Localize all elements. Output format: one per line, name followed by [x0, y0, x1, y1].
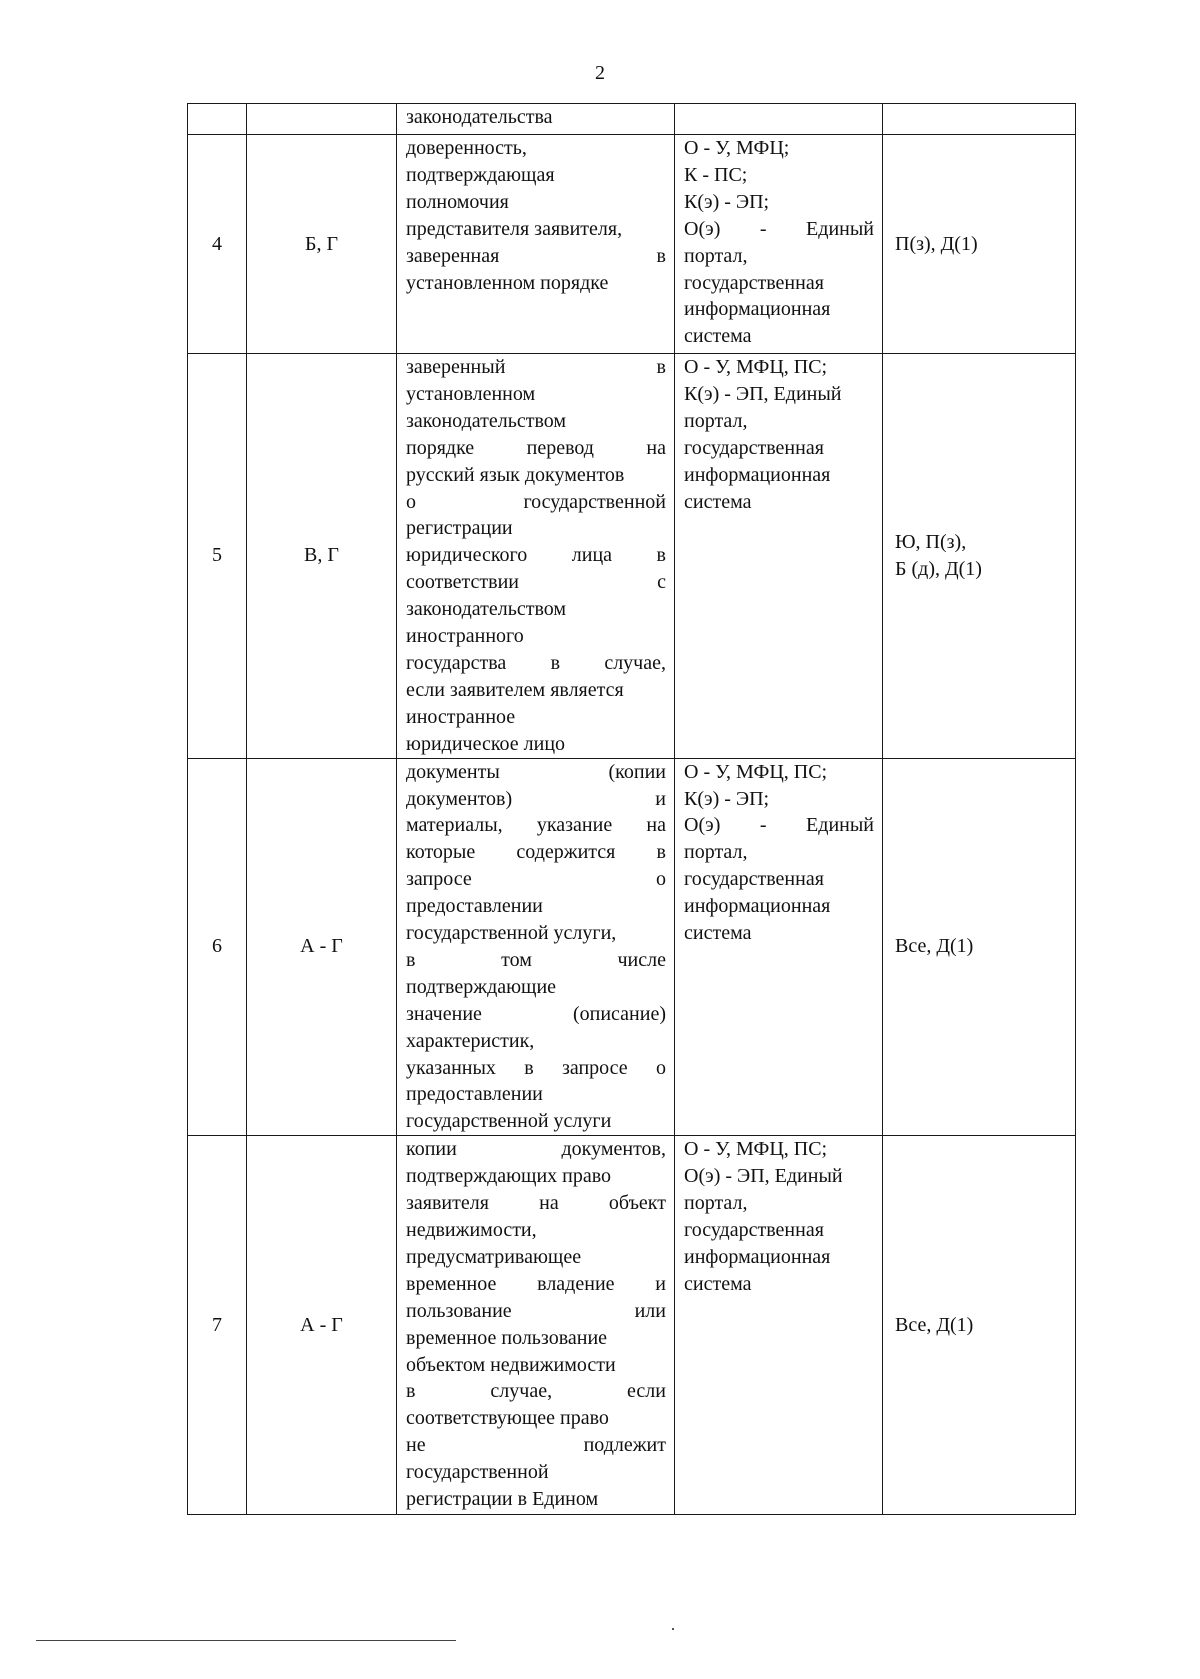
applicant-group-cell — [247, 104, 397, 135]
submission-method-line: государственная — [684, 436, 824, 459]
submission-method-cell — [675, 758, 883, 1136]
submission-method-line: портал, — [684, 409, 748, 432]
applicant-group-cell: Б, Г — [247, 135, 397, 354]
row-number-cell: 5 — [188, 354, 247, 759]
submission-method-line: К(э) - ЭП; — [684, 787, 770, 810]
submission-method-line: государственная — [684, 868, 824, 891]
submission-method-line: система — [684, 490, 752, 513]
document-text-line: государственной — [406, 1461, 549, 1484]
requirement-code-line: Ю, П(з), — [895, 530, 967, 553]
document-text-line: объектом недвижимости — [406, 1353, 616, 1376]
document-text-line: копии документов, — [406, 1138, 666, 1161]
document-text-line: недвижимости, — [406, 1219, 537, 1241]
submission-method-line: портал, — [684, 841, 748, 864]
document-text-line: значение (описание) — [406, 1002, 666, 1025]
submission-method-line: государственная — [684, 271, 824, 294]
table-row — [188, 104, 1076, 135]
row-number-cell — [188, 104, 247, 135]
submission-method-line: О(э) - Единый — [684, 814, 874, 837]
table-row — [188, 1136, 1076, 1515]
document-text-line: которые содержится в — [406, 841, 666, 864]
document-text-line: предусматривающее — [406, 1245, 582, 1268]
document-text-line: государственной услуги — [406, 1110, 612, 1133]
footer-rule — [36, 1640, 456, 1641]
document-text-line: иностранного — [406, 625, 524, 648]
row-number-cell: 4 — [188, 135, 247, 354]
document-text-line: установленном — [406, 382, 536, 405]
document-description-cell — [397, 104, 675, 135]
requirement-code-cell: П(з), Д(1) — [883, 135, 1076, 354]
footer-mark — [672, 1628, 674, 1630]
document-text-line: русский язык документов — [406, 463, 625, 486]
document-text-line: регистрации — [406, 517, 513, 540]
submission-method-cell — [675, 354, 883, 759]
document-text-line: заверенный в — [406, 356, 666, 378]
document-text-line: государства в случае, — [406, 651, 666, 674]
table-row — [188, 135, 1076, 354]
submission-method-cell — [675, 135, 883, 354]
document-text-line: юридического лица в — [406, 544, 666, 567]
requirement-code-line: Б (д), Д(1) — [895, 557, 982, 580]
document-text-line: предоставлении — [406, 1083, 543, 1106]
document-text-line: в случае, если — [406, 1380, 666, 1403]
documents-table-body — [188, 104, 1076, 1515]
document-description-cell — [397, 1136, 675, 1515]
document-text-line: если заявителем является — [406, 678, 624, 701]
row-number-cell: 7 — [188, 1136, 247, 1515]
submission-method-line: портал, — [684, 244, 748, 267]
applicant-group-cell: А - Г — [247, 1136, 397, 1515]
submission-method-line: О(э) - Единый — [684, 217, 874, 240]
document-text-line: материалы, указание на — [406, 814, 666, 837]
document-text-line: государственной услуги, — [406, 922, 617, 945]
document-text-line: регистрации в Едином — [406, 1488, 599, 1511]
submission-method-line: портал, — [684, 1192, 748, 1215]
document-text-line: юридическое лицо — [406, 732, 566, 755]
submission-method-line: информационная — [684, 895, 831, 918]
document-text-line: запросе о — [406, 868, 666, 891]
submission-method-line: О - У, МФЦ, ПС; — [684, 356, 828, 378]
document-text-line: заявителя на объект — [406, 1192, 666, 1215]
document-text-line: временное пользование — [406, 1326, 608, 1349]
document-text-line: порядке перевод на — [406, 436, 666, 459]
document-text-line: временное владение и — [406, 1272, 666, 1295]
document-text-line: не подлежит — [406, 1434, 666, 1457]
document-text-line: законодательством — [406, 598, 567, 621]
document-text-line: пользование или — [406, 1299, 666, 1322]
document-text-line: соответствии с — [406, 571, 666, 594]
submission-method-line: система — [684, 922, 752, 945]
requirement-code-cell: Все, Д(1) — [883, 758, 1076, 1136]
document-text-line: законодательством — [406, 409, 567, 432]
submission-method-line: система — [684, 325, 752, 348]
table-row — [188, 354, 1076, 759]
document-text-line: соответствующее право — [406, 1407, 609, 1430]
requirement-code-cell — [883, 104, 1076, 135]
document-text-line: законодательства — [406, 106, 553, 128]
document-text-line: установленном порядке — [406, 271, 609, 294]
document-text-line: подтверждающих право — [406, 1165, 612, 1188]
document-text-line: представителя заявителя, — [406, 217, 623, 240]
document-text-line: в том числе — [406, 948, 666, 971]
document-text-line: указанных в запросе о — [406, 1056, 666, 1079]
document-text-line: подтверждающие — [406, 975, 557, 998]
document-text-line: о государственной — [406, 490, 666, 513]
document-text-line: полномочия — [406, 190, 509, 213]
submission-method-line: К(э) - ЭП; — [684, 190, 770, 213]
document-text-line: предоставлении — [406, 895, 543, 918]
submission-method-line: К(э) - ЭП, Единый — [684, 382, 842, 405]
document-text-line: подтверждающая — [406, 163, 555, 186]
row-number-cell: 6 — [188, 758, 247, 1136]
submission-method-line: О(э) - ЭП, Единый — [684, 1165, 843, 1188]
submission-method-line: О - У, МФЦ, ПС; — [684, 760, 828, 783]
applicant-group-cell: В, Г — [247, 354, 397, 759]
submission-method-line: О - У, МФЦ, ПС; — [684, 1138, 828, 1161]
submission-method-line: система — [684, 1272, 752, 1295]
requirement-code-cell: Все, Д(1) — [883, 1136, 1076, 1515]
submission-method-cell — [675, 1136, 883, 1515]
document-text-line: документов) и — [406, 787, 666, 810]
applicant-group-cell: А - Г — [247, 758, 397, 1136]
submission-method-line: О - У, МФЦ; — [684, 137, 790, 159]
submission-method-line: информационная — [684, 1245, 831, 1268]
documents-table — [187, 103, 1076, 1515]
document-text-line: характеристик, — [406, 1029, 535, 1052]
document-text-line: доверенность, — [406, 137, 527, 159]
submission-method-line: государственная — [684, 1219, 824, 1241]
document-text-line: документы (копии — [406, 760, 666, 783]
submission-method-line: К - ПС; — [684, 163, 748, 186]
submission-method-cell — [675, 104, 883, 135]
submission-method-line: информационная — [684, 463, 831, 486]
document-text-line: заверенная в — [406, 244, 666, 267]
document-text-line: иностранное — [406, 705, 516, 728]
requirement-code-cell — [883, 354, 1076, 759]
document-description-cell — [397, 758, 675, 1136]
page-number: 2 — [595, 62, 605, 84]
submission-method-line: информационная — [684, 298, 831, 321]
table-row — [188, 758, 1076, 1136]
document-description-cell — [397, 135, 675, 354]
document-description-cell — [397, 354, 675, 759]
